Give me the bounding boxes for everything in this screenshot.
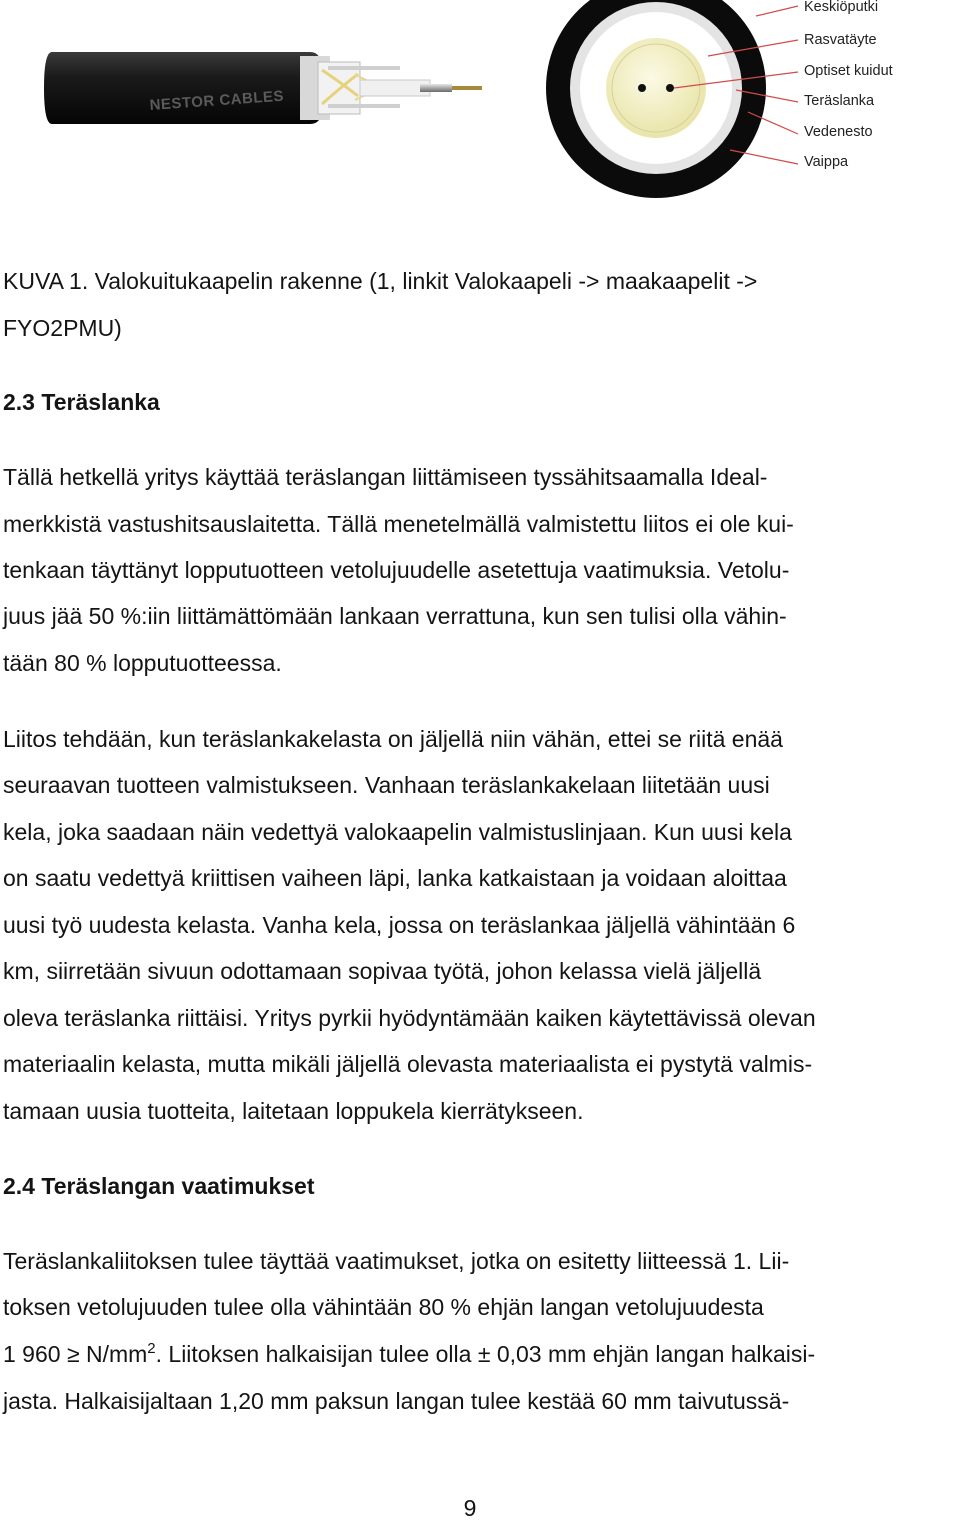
paragraph-line: juus jää 50 %:iin liittämättömään lankaan verrattuna, kun sen tulisi olla vähin- <box>3 603 787 629</box>
formula-text: 1 960 ≥ N/mm <box>3 1341 148 1367</box>
paragraph-line: tenkaan täyttänyt lopputuotteen vetolujuudelle asetettuja vaatimuksia. Vetolu- <box>3 557 790 583</box>
label-optiset-kuidut: Optiset kuidut <box>804 63 893 79</box>
paragraph-line: on saatu vedettyä kriittisen vaiheen läpi, lanka katkaistaan ja voidaan aloittaa <box>3 865 787 891</box>
paragraph-line: kela, joka saadaan näin vedettyä valokaapelin valmistuslinjaan. Kun uusi kela <box>3 819 792 845</box>
label-rasvatayte: Rasvatäyte <box>804 32 877 48</box>
paragraph-line: Liitos tehdään, kun teräslankakelasta on jäljellä niin vähän, ettei se riitä enää <box>3 726 783 752</box>
label-keskioputki: Keskiöputki <box>804 0 879 15</box>
paragraph-line: jasta. Halkaisijaltaan 1,20 mm paksun langan tulee kestää 60 mm taivutussä- <box>3 1388 790 1414</box>
paragraph-line: seuraavan tuotteen valmistukseen. Vanhaan teräslankakelaan liitetään uusi <box>3 772 770 798</box>
formula-continuation: . Liitoksen halkaisijan tulee olla ± 0,03 mm ehjän langan halkaisi- <box>155 1341 816 1367</box>
cable-side-view <box>44 52 482 124</box>
paragraph-line: tään 80 % lopputuotteessa. <box>3 650 282 676</box>
paragraph-line: tamaan uusia tuotteita, laitetaan loppukela kierrätykseen. <box>3 1098 584 1124</box>
figure-caption-line-1: KUVA 1. Valokuitukaapelin rakenne (1, linkit Valokaapeli -> maakaapelit -> <box>3 268 758 294</box>
paragraph-line: merkkistä vastushitsauslaitetta. Tällä menetelmällä valmistettu liitos ei ole kui- <box>3 511 794 537</box>
section-heading-2-3: 2.3 Teräslanka <box>3 389 160 415</box>
paragraph-line: km, siirretään sivuun odottamaan sopivaa työtä, johon kelassa vielä jäljellä <box>3 958 762 984</box>
label-teraslanka: Teräslanka <box>804 93 875 109</box>
component-labels <box>804 0 893 170</box>
cable-structure-figure <box>0 0 960 200</box>
paragraph-line <box>3 1339 815 1369</box>
paragraph-line: Tällä hetkellä yritys käyttää teräslangan liittämiseen tyssähitsaamalla Ideal- <box>3 464 768 490</box>
figure-caption-line-2: FYO2PMU) <box>3 315 122 341</box>
paragraph-line: toksen vetolujuuden tulee olla vähintään 80 % ehjän langan vetolujuudesta <box>3 1294 764 1320</box>
superscript-exponent: 2 <box>147 1340 156 1357</box>
page-number: 9 <box>463 1495 477 1521</box>
cable-illustration <box>0 0 960 200</box>
paragraph-line: uusi työ uudesta kelasta. Vanha kela, jossa on teräslankaa jäljellä vähintään 6 <box>3 912 796 938</box>
section-heading-2-4: 2.4 Teräslangan vaatimukset <box>3 1173 315 1199</box>
cable-cross-section <box>546 0 766 198</box>
paragraph-line: materiaalin kelasta, mutta mikäli jäljellä olevasta materiaalista ei pystytä valmis- <box>3 1051 813 1077</box>
label-vaippa: Vaippa <box>804 154 849 170</box>
label-vedenesto: Vedenesto <box>804 124 873 140</box>
brand-label: NESTOR CABLES <box>149 87 285 114</box>
paragraph-line: oleva teräslanka riittäisi. Yritys pyrkii hyödyntämään kaiken käytettävissä olevan <box>3 1005 816 1031</box>
paragraph-line: Teräslankaliitoksen tulee täyttää vaatimukset, jotka on esitetty liitteessä 1. Lii- <box>3 1248 790 1274</box>
